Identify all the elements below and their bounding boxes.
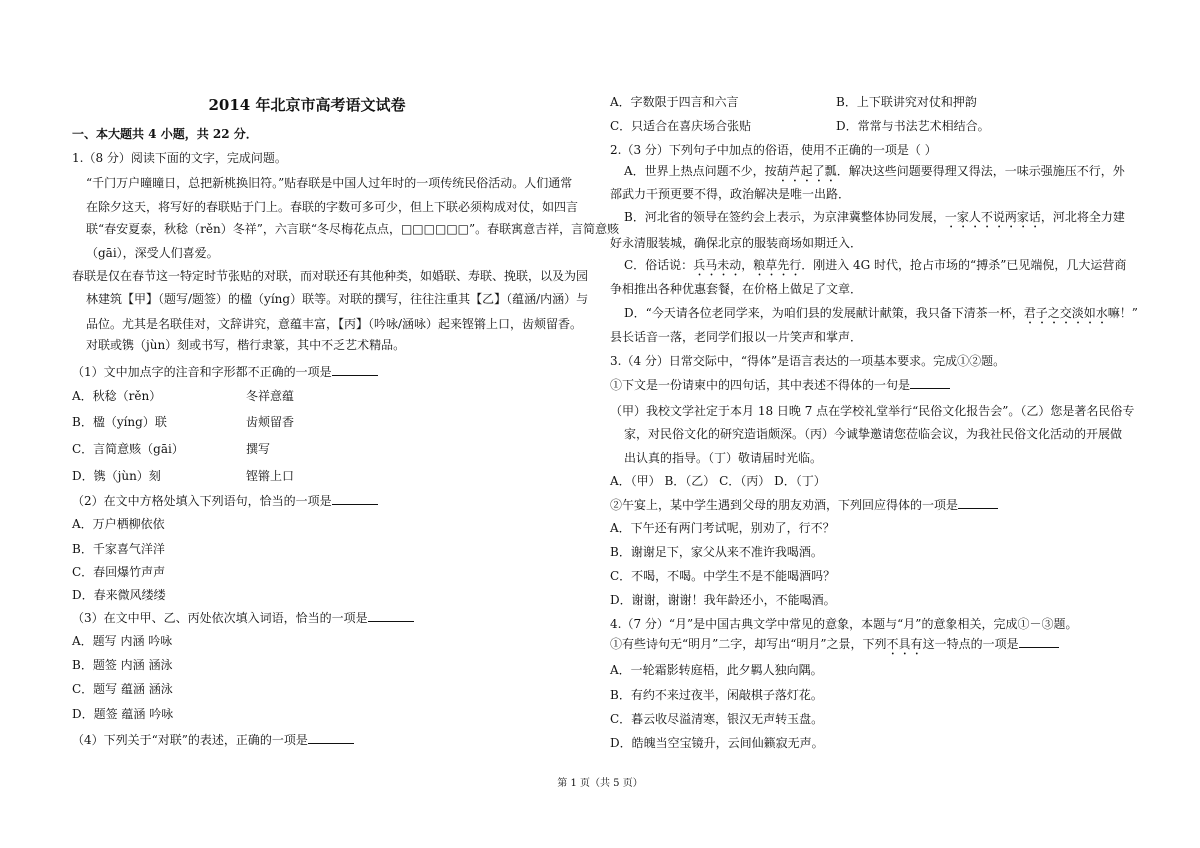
- option-d: D．谢谢，谢谢！我年龄还小，不能喝酒。: [610, 593, 836, 607]
- subquestion-1: （1）文中加点字的注音和字形都不正确的一项是: [72, 363, 378, 381]
- option-c: C．春回爆竹声声: [72, 565, 166, 579]
- option-row: C．言简意赅（gāi） 撰写: [72, 442, 271, 456]
- subquestion-3-2: ②午宴上，某中学生遇到父母的朋友劝酒，下列回应得体的一项是: [610, 496, 998, 514]
- option-c: C．题写 蕴涵 涵泳: [72, 682, 173, 696]
- option-c-cont: 争相推出各种优惠套餐，在价格上做足了文章．: [610, 282, 863, 296]
- option-d-cont: 县长话音一落，老同学们报以一片笑声和掌声．: [610, 330, 863, 344]
- option-b: B．有约不来过夜半，闲敲棋子落灯花。: [610, 688, 823, 702]
- exam-title: 2014 年北京市高考语文试卷: [208, 96, 406, 114]
- options-row: A．（甲） B．（乙） C．（丙） D．（丁）: [610, 474, 826, 488]
- option-b: B．谢谢足下，家父从来不准许我喝酒。: [610, 545, 823, 559]
- option-b: B．千家喜气洋洋: [72, 542, 165, 556]
- option-c: C．暮云收尽溢清寒，银汉无声转玉盘。: [610, 712, 824, 726]
- section-heading: 一、本大题共 4 小题，共 22 分．: [72, 127, 258, 141]
- option-row: A．秋稔（rěn） 冬祥意蕴: [72, 389, 295, 403]
- option-a: A．一轮霜影转庭梧，此夕羁人独向隅。: [610, 663, 823, 677]
- option-d: D．春来微风缕缕: [72, 588, 166, 602]
- subquestion-3-1: ①下文是一份请柬中的四句话，其中表述不得体的一句是: [610, 376, 950, 394]
- passage-line: 林建筑【甲】（题写/题签）的楹（yíng）联等。对联的撰写，往往注重其【乙】（蕴涵/内涵）与: [86, 292, 589, 306]
- option-row: D．镌（jùn）刻 铿锵上口: [72, 469, 295, 483]
- answer-blank: [910, 388, 950, 389]
- answer-blank: [1019, 647, 1059, 648]
- option-c: C．俗话说：兵马未动，粮草先行．刚进入 4G 时代，抢占市场的“搏杀”已见端倪，几大运营商: [624, 258, 1127, 272]
- option-a: A．下午还有两门考试呢，别劝了，行不？: [610, 521, 835, 535]
- option-row: C．只适合在喜庆场合张贴 D．常常与书法艺术相结合。: [610, 119, 990, 133]
- option-row: A．字数限于四言和六言 B．上下联讲究对仗和押韵: [610, 95, 977, 109]
- passage-line: 联“春安夏泰，秋稔（rěn）冬祥”，六言联“冬尽梅花点点，□□□□□□”。春联寓意吉祥，言简意赅: [86, 222, 620, 236]
- answer-blank: [332, 375, 378, 376]
- passage-line: 在除夕这天，将写好的春联贴于门上。春联的字数可多可少，但上下联必须构成对仗，如四言: [86, 200, 579, 214]
- option-a-cont: 部武力干预更要不得，政治解决是唯一出路．: [610, 187, 851, 201]
- answer-blank: [308, 743, 354, 744]
- page-footer: 第 1 页（共 5 页）: [557, 778, 643, 789]
- passage-line: （gāi），深受人们喜爱。: [86, 246, 219, 260]
- option-d: D．皓魄当空宝镜升，云间仙籁寂无声。: [610, 736, 824, 750]
- question-2-stem: 2.（3 分）下列句子中加点的俗语，使用不正确的一项是（ ）: [610, 143, 937, 157]
- passage-line: 对联或镌（jùn）刻或书写，楷行隶篆，其中不乏艺术精品。: [86, 338, 406, 352]
- option-a: A．万户栖柳依依: [72, 517, 165, 531]
- invitation-line: （甲）我校文学社定于本月 18 日晚 7 点在学校礼堂举行“民俗文化报告会”。（乙）您是著名民俗专: [610, 404, 1135, 418]
- invitation-line: 出认真的指导。（丁）敬请届时光临。: [624, 451, 823, 465]
- invitation-line: 家，对民俗文化的研究造诣颇深。（丙）今诚挚邀请您莅临会议，为我社民俗文化活动的开展做: [624, 427, 1123, 441]
- question-3-stem: 3.（4 分）日常交际中，“得体”是语言表达的一项基本要求。完成①②题。: [610, 354, 1006, 368]
- option-d: D．题签 蕴涵 吟咏: [72, 707, 174, 721]
- option-row: B．楹（yíng）联 齿颊留香: [72, 415, 295, 429]
- subquestion-2: （2）在文中方格处填入下列语句，恰当的一项是: [72, 492, 378, 510]
- option-a: A．题写 内涵 吟咏: [72, 634, 173, 648]
- passage-line: “千门万户曈曈日，总把新桃换旧符。”贴春联是中国人过年时的一项传统民俗活动。人们通常: [86, 176, 573, 190]
- option-a: A．世界上热点问题不少，按葫芦起了瓢．解决这些问题要得理又得法，一味示强施压不行，外: [624, 164, 1125, 178]
- passage-line: 品位。尤其是名联佳对，文辞讲究，意蕴丰富，【丙】（吟咏/涵咏）起来铿锵上口，齿颊留香。: [86, 317, 583, 331]
- option-b: B．河北省的领导在签约会上表示，为京津冀整体协同发展，一家人不说两家话，河北将全力建: [624, 210, 1125, 224]
- passage-line: 春联是仅在春节这一特定时节张贴的对联，而对联还有其他种类，如婚联、寿联、挽联，以及为园: [72, 269, 589, 283]
- subquestion-4: （4）下列关于“对联”的表述，正确的一项是: [72, 731, 354, 749]
- option-b-cont: 好永清服装城，确保北京的服装商场如期迁入．: [610, 236, 863, 250]
- question-1-stem: 1.（8 分）阅读下面的文字，完成问题。: [72, 151, 287, 165]
- question-4-stem: 4.（7 分）“月”是中国古典文学中常见的意象，本题与“月”的意象相关，完成①－③题。: [610, 617, 1078, 631]
- option-d: D．“今天请各位老同学来，为咱们县的发展献计献策，我只备下清茶一杯，君子之交淡如水嘛！”: [624, 306, 1138, 320]
- answer-blank: [958, 508, 998, 509]
- subquestion-4-1: ①有些诗句无“明月”二字，却写出“明月”之景，下列不具有这一特点的一项是: [610, 635, 1059, 658]
- subquestion-3: （3）在文中甲、乙、丙处依次填入词语，恰当的一项是: [72, 609, 414, 627]
- option-c: C．不喝，不喝。中学生不是不能喝酒吗？: [610, 569, 836, 583]
- answer-blank: [368, 621, 414, 622]
- answer-blank: [332, 504, 378, 505]
- option-b: B．题签 内涵 涵泳: [72, 658, 173, 672]
